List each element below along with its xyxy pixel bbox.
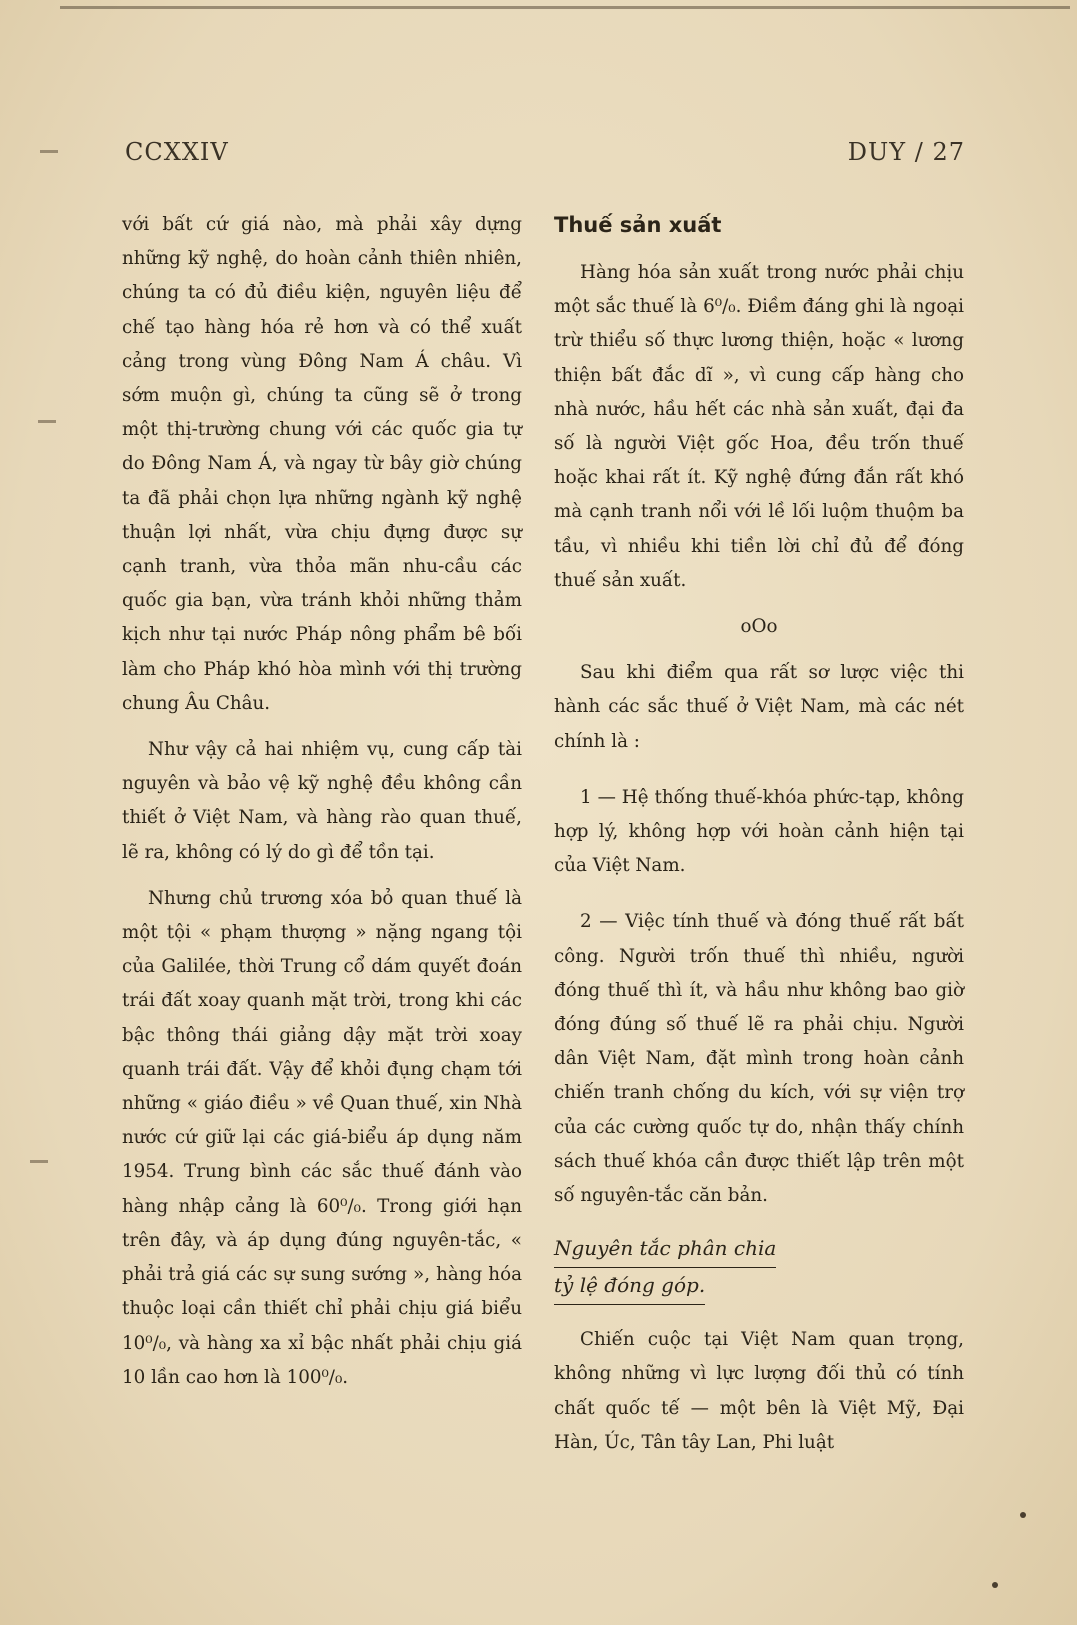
edge-mark (30, 1160, 48, 1163)
edge-mark (40, 150, 58, 153)
left-column (122, 208, 522, 1395)
list-item: 2 — Việc tính thuế và đóng thuế rất bất công. Người trốn thuế thì nhiều, người đóng thuế thì ít, và hầu như không bao giờ đóng đúng số thuế lẽ ra phải chịu. Người dân Việt Nam, đặt mình trong hoàn cảnh chiến tranh chống du kích, với sự viện trợ của các cường quốc tự do, nhận thấy chính sách thuế khóa cần được thiết lập trên một số nguyên-tắc căn bản. (554, 911, 964, 1207)
subheading-line: Nguyên tắc phân chia (554, 1231, 776, 1268)
right-column (554, 208, 964, 1460)
list-item: 1 — Hệ thống thuế-khóa phức-tạp, không hợp lý, không hợp với hoàn cảnh hiện tại của Việt Nam. (554, 786, 964, 877)
separator: oOo (740, 616, 778, 638)
stain-dot (1020, 1512, 1026, 1518)
italic-subheading (554, 1231, 964, 1305)
subheading-line: tỷ lệ đóng góp. (554, 1268, 705, 1305)
edge-mark (38, 420, 56, 423)
running-head-right: DUY / 27 (847, 138, 965, 166)
top-rule (60, 6, 1070, 9)
paragraph: Nhưng chủ trương xóa bỏ quan thuế là một tội « phạm thượng » nặng ngang tội của Galilée, thời Trung cổ dám quyết đoán trái đất xoay quanh mặt trời, trong khi các bậc thông thái giảng dậy mặt trời xoay quanh trái đất. Vậy để khỏi đụng chạm tới những « giáo điều » về Quan thuế, xin Nhà nước cứ giữ lại các giá-biểu áp dụng năm 1954. Trung bình các sắc thuế đánh vào hàng nhập cảng là 60⁰/₀. Trong giới hạn trên đây, và áp dụng đúng nguyên-tắc, « phải trả giá các sự sung sướng », hàng hóa thuộc loại cần thiết chỉ phải chịu giá biểu 10⁰/₀, và hàng xa xỉ bậc nhất phải chịu giá 10 lần cao hơn là 100⁰/₀. (122, 887, 522, 1388)
paragraph: Hàng hóa sản xuất trong nước phải chịu một sắc thuế là 6⁰/₀. Điềm đáng ghi là ngoại trừ thiểu số thực lương thiện, hoặc « lương thiện bất đắc dĩ », vì cung cấp hàng cho nhà nước, hầu hết các nhà sản xuất, đại đa số là người Việt gốc Hoa, đều trốn thuế hoặc khai rất ít. Kỹ nghệ đứng đắn rất khó mà cạnh tranh nổi với lề lối luộm thuộm ba tầu, vì nhiều khi tiền lời chỉ đủ để đóng thuế sản xuất. (554, 262, 964, 591)
paragraph: Như vậy cả hai nhiệm vụ, cung cấp tài nguyên và bảo vệ kỹ nghệ đều không cần thiết ở Việt Nam, và hàng rào quan thuế, lẽ ra, không có lý do gì để tồn tại. (122, 739, 522, 863)
paragraph: với bất cứ giá nào, mà phải xây dựng những kỹ nghệ, do hoàn cảnh thiên nhiên, chúng ta có đủ điều kiện, nguyên liệu để chế tạo hàng hóa rẻ hơn và có thể xuất cảng trong vùng Đông Nam Á châu. Vì sớm muộn gì, chúng ta cũng sẽ ở trong một thị-trường chung với các quốc gia tự do Đông Nam Á, và ngay từ bây giờ chúng ta đã phải chọn lựa những ngành kỹ nghệ thuận lợi nhất, vừa chịu đựng được sự cạnh tranh, vừa thỏa mãn nhu-cầu các quốc gia bạn, vừa tránh khỏi những thảm kịch như tại nước Pháp nông phẩm bê bối làm cho Pháp khó hòa mình với thị trường chung Âu Châu. (122, 214, 522, 714)
paragraph: Sau khi điểm qua rất sơ lược việc thi hành các sắc thuế ở Việt Nam, mà các nét chính là : (554, 662, 964, 752)
stain-dot (992, 1582, 998, 1588)
paragraph: Chiến cuộc tại Việt Nam quan trọng, không những vì lực lượng đối thủ có tính chất quốc tế — một bên là Việt Mỹ, Đại Hàn, Úc, Tân tây Lan, Phi luật (554, 1329, 964, 1453)
running-head-left: CCXXIV (125, 138, 229, 166)
section-heading: Thuế sản xuất (554, 213, 722, 237)
